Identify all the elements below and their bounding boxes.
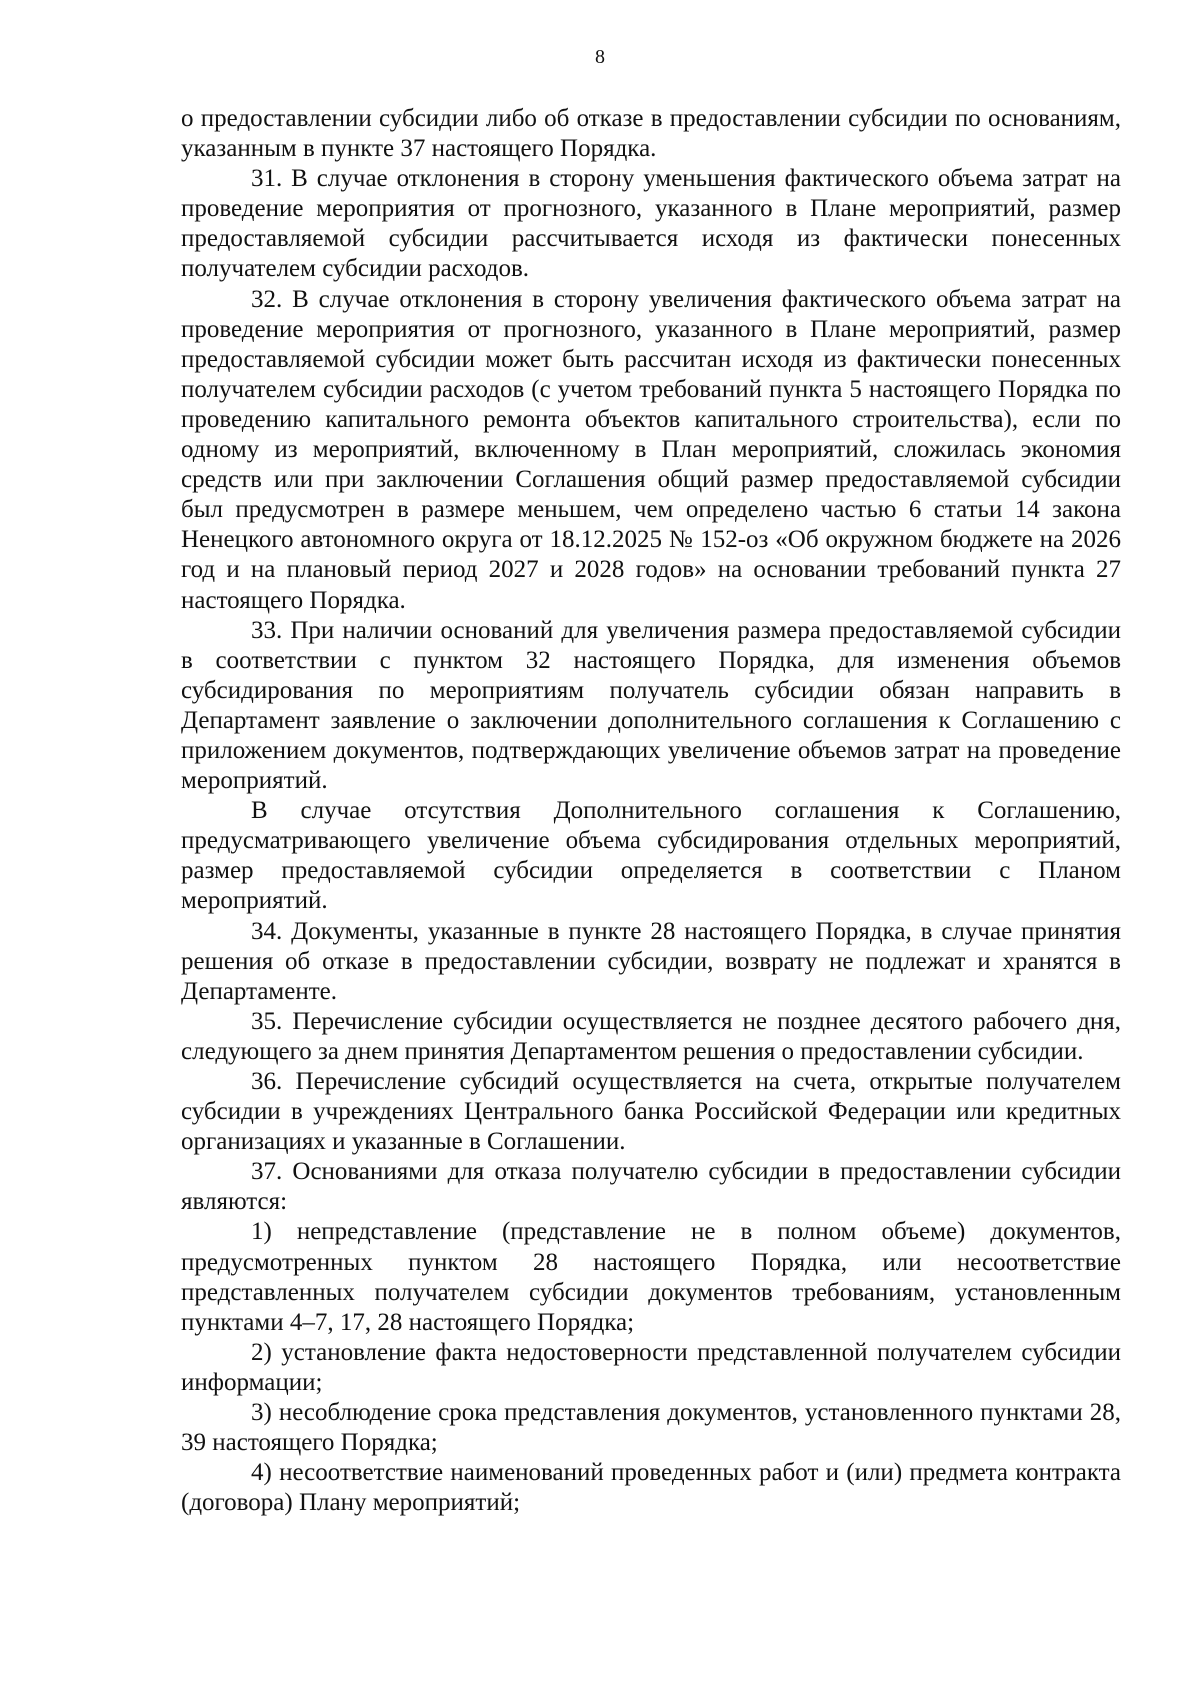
paragraph-37-item-1: 1) непредставление (представление не в полном объеме) документов, предусмотренных пунктом 28 настоящего Порядка, или несоответствие представленных получателем субсидии документов требованиям, установленным пунктами 4–7, 17, 28 настоящего Порядка; bbox=[181, 1218, 1121, 1336]
paragraph-37-item-4: 4) несоответствие наименований проведенных работ и (или) предмета контракта (договора) Плану мероприятий; bbox=[181, 1459, 1121, 1517]
paragraph-37-item-2: 2) установление факта недостоверности представленной получателем субсидии информации; bbox=[181, 1338, 1121, 1396]
paragraph-37-item-3: 3) несоблюдение срока представления документов, установленного пунктами 28, 39 настоящего Порядка; bbox=[181, 1399, 1121, 1457]
paragraph-33-addendum: В случае отсутствия Дополнительного соглашения к Соглашению, предусматривающего увеличение объема субсидирования отдельных мероприятий, размер предоставляемой субсидии определяется в соответствии с Планом мероприятий. bbox=[181, 797, 1121, 915]
paragraph-continuation: о предоставлении субсидии либо об отказе в предоставлении субсидии по основаниям, указанным в пункте 37 настоящего Порядка. bbox=[181, 105, 1121, 163]
paragraph-37: 37. Основаниями для отказа получателю субсидии в предоставлении субсидии являются: bbox=[181, 1158, 1121, 1216]
paragraph-35: 35. Перечисление субсидии осуществляется не позднее десятого рабочего дня, следующего за днем принятия Департаментом решения о предоставлении субсидии. bbox=[181, 1007, 1121, 1065]
paragraph-32: 32. В случае отклонения в сторону увеличения фактического объема затрат на проведение мероприятия от прогнозного, указанного в Плане мероприятий, размер предоставляемой субсидии может быть рассчитан исходя из фактически понесенных получателем субсидии расходов (с учетом требований пункта 5 настоящего Порядка по проведению капитального ремонта объектов капитального строительства), если по одному из мероприятий, включенному в План мероприятий, сложилась экономия средств или при заключении Соглашения общий размер предоставляемой субсидии был предусмотрен в размере меньшем, чем определено частью 6 статьи 14 закона Ненецкого автономного округа от 18.12.2025 № 152-оз «Об окружном бюджете на 2026 год и на плановый период 2027 и 2028 годов» на основании требований пункта 27 настоящего Порядка. bbox=[181, 285, 1121, 614]
paragraph-34: 34. Документы, указанные в пункте 28 настоящего Порядка, в случае принятия решения об отказе в предоставлении субсидии, возврату не подлежат и хранятся в Департаменте. bbox=[181, 917, 1121, 1005]
document-body bbox=[181, 104, 1121, 1518]
page-number: 8 bbox=[595, 46, 605, 68]
paragraph-33: 33. При наличии оснований для увеличения размера предоставляемой субсидии в соответствии с пунктом 32 настоящего Порядка, для изменения объемов субсидирования по мероприятиям получатель субсидии обязан направить в Департамент заявление о заключении дополнительного соглашения к Соглашению с приложением документов, подтверждающих увеличение объемов затрат на проведение мероприятий. bbox=[181, 616, 1121, 795]
paragraph-31: 31. В случае отклонения в сторону уменьшения фактического объема затрат на проведение мероприятия от прогнозного, указанного в Плане мероприятий, размер предоставляемой субсидии рассчитывается исходя из фактически понесенных получателем субсидии расходов. bbox=[181, 165, 1121, 283]
paragraph-36: 36. Перечисление субсидий осуществляется на счета, открытые получателем субсидии в учреждениях Центрального банка Российской Федерации или кредитных организациях и указанные в Соглашении. bbox=[181, 1068, 1121, 1156]
